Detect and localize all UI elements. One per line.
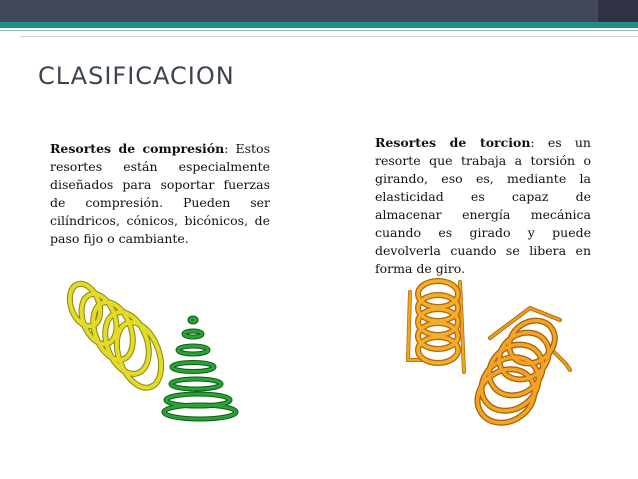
compression-heading-suffix: : — [224, 141, 229, 156]
torsion-springs-body: es un resorte que trabaja a torsión o girando, eso es, mediante la elasticidad es capaz de almacenar energía mecánica cuando es girado y puede devolverla cuando se libera en forma de giro. — [375, 135, 591, 276]
orange-torsion-spring-large — [470, 298, 580, 428]
torsion-springs-text — [375, 134, 591, 278]
compression-springs-body: Estos resortes están especialmente diseñados para soportar fuerzas de compresión. Pueden ser cilíndricos, cónicos, bicónicos, de paso fijo o cambiante. — [50, 141, 270, 246]
accent-line — [0, 22, 638, 28]
divider-line-secondary — [20, 36, 638, 37]
orange-torsion-spring-small — [398, 272, 478, 377]
divider-line — [0, 30, 638, 31]
yellow-cylindrical-spring — [55, 275, 175, 405]
compression-springs-text — [50, 140, 270, 248]
torsion-springs-heading: Resortes de torcion — [375, 135, 531, 150]
slide-title: CLASIFICACION — [38, 62, 235, 90]
torsion-heading-suffix: : — [530, 135, 535, 150]
header-bar — [0, 0, 638, 22]
green-conical-spring — [160, 312, 250, 424]
compression-springs-heading: Resortes de compresión — [50, 141, 225, 156]
header-accent — [598, 0, 638, 22]
